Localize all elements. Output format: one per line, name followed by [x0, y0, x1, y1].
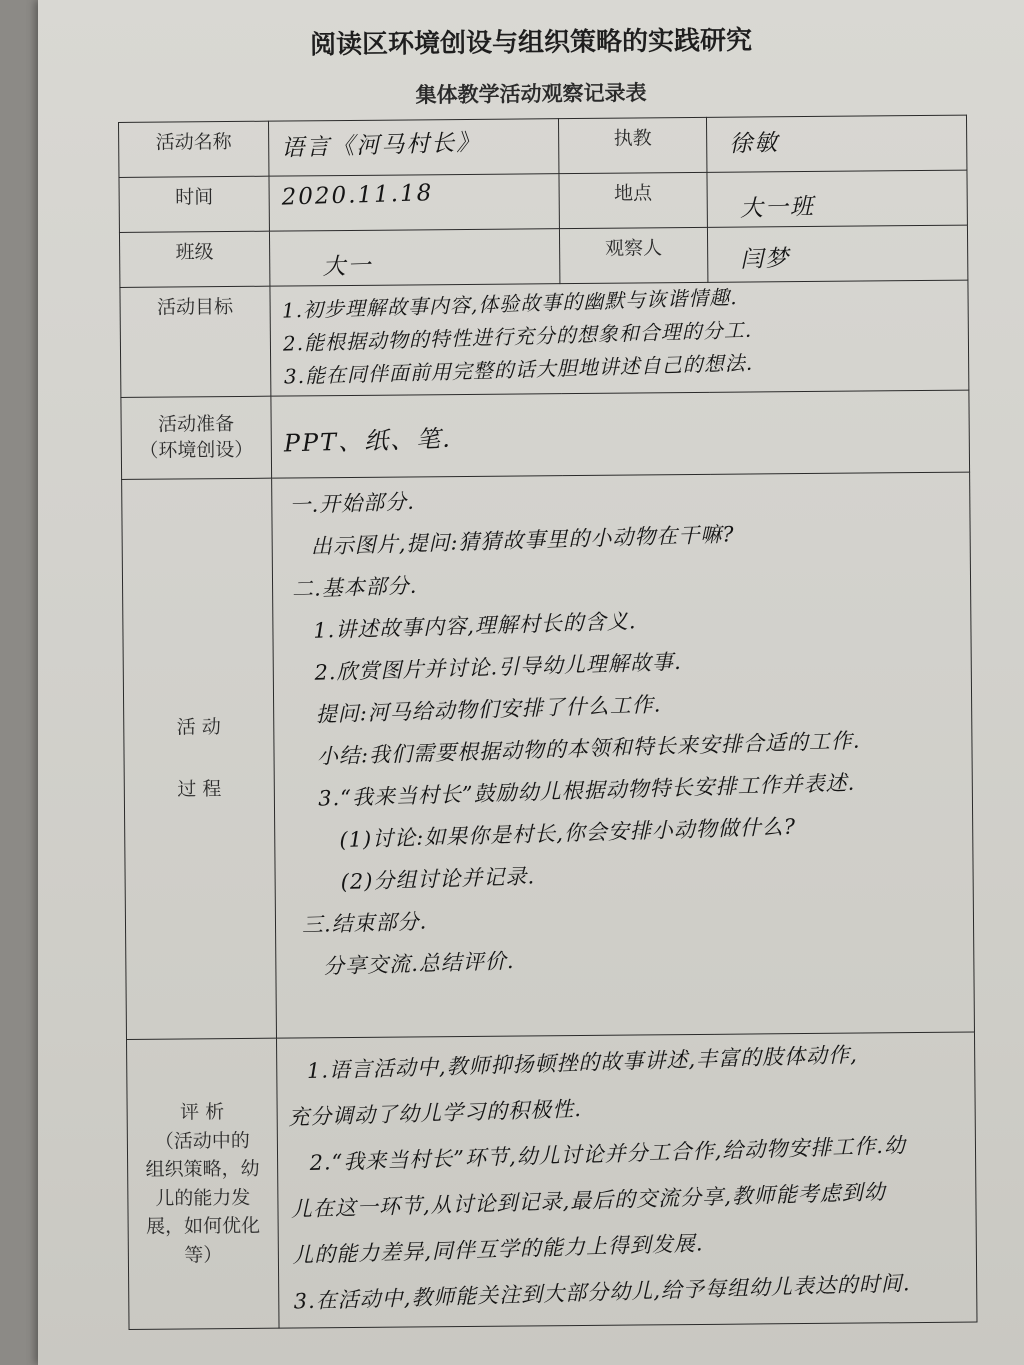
observation-form: [118, 115, 978, 1330]
evaluation-line: 2.“我来当村长”环节,幼儿讨论并分工合作,给动物安排工作.幼: [309, 1133, 907, 1175]
row-process: [122, 472, 975, 1039]
goal-3: 3.能在同伴面前用完整的话大胆地讲述自己的想法.: [283, 350, 754, 389]
process-line: 2.欣赏图片并讨论.引导幼儿理解故事.: [314, 649, 683, 685]
paper-sheet: [38, 0, 1024, 1365]
value-goals: [270, 280, 969, 396]
teacher-text: 徐敏: [728, 129, 780, 158]
activity-name-text: 语言《河马村长》: [280, 129, 482, 162]
label-evaluation-line1: 评 析: [180, 1101, 225, 1124]
row-goals: [120, 280, 969, 397]
process-line: 提问:河马给动物们安排了什么工作.: [315, 692, 662, 727]
process-line: 1.讲述故事内容,理解村长的含义.: [312, 609, 637, 643]
label-evaluation-line3: 组织策略，幼: [145, 1157, 260, 1181]
value-time: [269, 174, 559, 232]
process-line: 二.基本部分.: [291, 573, 418, 602]
label-evaluation-line6: 等）: [184, 1243, 223, 1266]
goal-1: 1.初步理解故事内容,体验故事的幽默与诙谐情趣.: [281, 285, 738, 323]
label-preparation: [121, 396, 272, 479]
process-line: 3.“我来当村长”鼓励幼儿根据动物特长安排工作并表述.: [317, 770, 856, 811]
row-activity-name: [119, 115, 967, 177]
evaluation-line: 儿在这一环节,从讨论到记录,最后的交流分享,教师能考虑到幼: [290, 1179, 887, 1222]
label-preparation-line2: （环境创设）: [139, 438, 254, 462]
evaluation-line: 1.语言活动中,教师抑扬顿挫的故事讲述,丰富的肢体动作,: [306, 1042, 859, 1083]
value-preparation: [271, 390, 970, 478]
label-goals: 活动目标: [120, 286, 271, 397]
row-time: [119, 170, 967, 232]
label-activity-name: 活动名称: [119, 121, 269, 177]
process-line: (2)分组讨论并记录.: [340, 864, 536, 895]
class-text: 大一: [322, 252, 373, 281]
evaluation-line: 充分调动了幼儿学习的积极性.: [287, 1096, 583, 1130]
label-evaluation: [127, 1038, 280, 1329]
document-subtitle: 集体教学活动观察记录表: [415, 80, 647, 108]
value-class: [269, 229, 559, 287]
process-line: (1)讨论:如果你是村长,你会安排小动物做什么?: [339, 814, 797, 853]
process-line: 小结:我们需要根据动物的本领和特长来安排合适的工作.: [316, 728, 861, 769]
label-time: 时间: [119, 176, 269, 232]
row-evaluation: [127, 1032, 977, 1329]
label-evaluation-line4: 儿的能力发: [155, 1186, 251, 1210]
time-text: 2020.11.18: [281, 180, 434, 211]
label-evaluation-line5: 展，如何优化: [146, 1214, 261, 1238]
label-location: 地点: [559, 172, 707, 228]
row-preparation: [121, 390, 970, 479]
observer-text: 闫梦: [739, 245, 791, 274]
document-title: 阅读区环境创设与组织策略的实践研究: [309, 25, 753, 61]
value-teacher: [706, 115, 966, 172]
preparation-text: PPT、纸、笔.: [283, 424, 453, 458]
process-line: 三.结束部分.: [301, 909, 428, 938]
evaluation-line: 3.在活动中,教师能关注到大部分幼儿,给予每组幼儿表达的时间.: [293, 1271, 911, 1314]
goal-2: 2.能根据动物的特性进行充分的想象和合理的分工.: [282, 317, 753, 356]
value-evaluation: [277, 1032, 978, 1328]
process-line: 出示图片,提问:猜猜故事里的小动物在干嘛?: [310, 522, 735, 559]
value-process: [272, 472, 975, 1038]
location-text: 大一班: [739, 193, 816, 223]
label-process-line2: 过 程: [177, 777, 222, 801]
label-process-line1: 活 动: [176, 715, 221, 739]
label-class: 班级: [119, 231, 269, 287]
label-evaluation-line2: （活动中的: [154, 1129, 250, 1153]
process-line: 一.开始部分.: [289, 489, 416, 518]
evaluation-line: 儿的能力差异,同伴互学的能力上得到发展.: [291, 1231, 704, 1268]
value-activity-name: [268, 119, 558, 177]
value-location: [707, 170, 967, 227]
label-preparation-line1: 活动准备: [158, 412, 235, 436]
label-observer: 观察人: [559, 227, 707, 283]
value-observer: [707, 225, 967, 282]
label-process: [122, 478, 277, 1039]
process-line: 分享交流.总结评价.: [322, 948, 515, 979]
label-teacher: 执教: [558, 117, 706, 173]
